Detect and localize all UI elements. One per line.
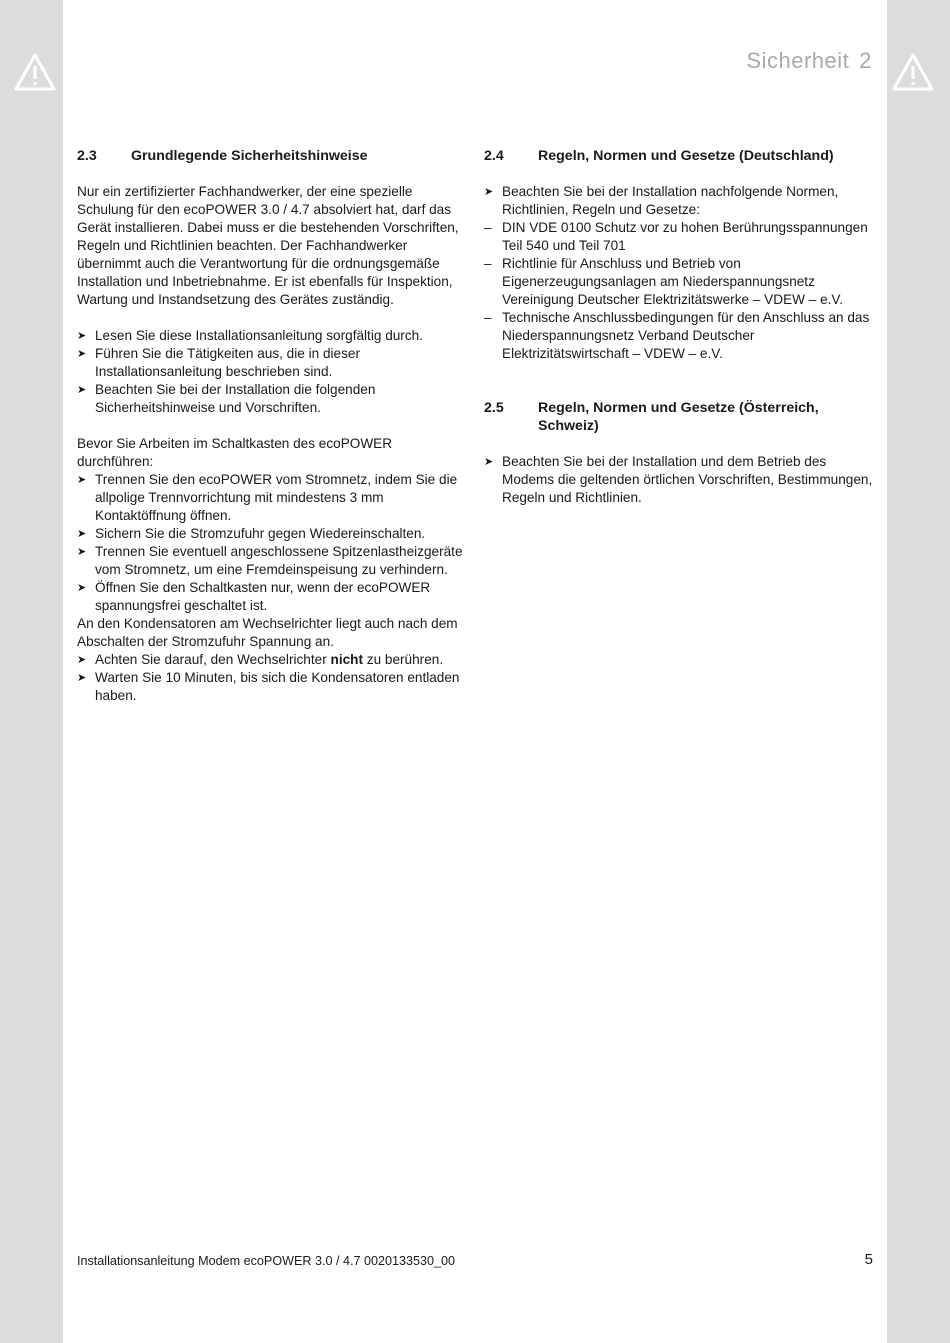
- section-title: Regeln, Normen und Gesetze (Österreich, Schweiz): [538, 400, 819, 434]
- warning-triangle-icon: [13, 52, 57, 92]
- list-item: ➤ Warten Sie 10 Minuten, bis sich die Kondensatoren entladen haben.: [77, 670, 460, 703]
- arrow-bullet-icon: ➤: [77, 330, 87, 342]
- list-item: ➤ Trennen Sie eventuell angeschlossene Spitzenlastheizgeräte vom Stromnetz, um eine Fremdeinspeisung zu verhindern.: [77, 544, 463, 577]
- arrow-bullet-icon: ➤: [77, 546, 87, 558]
- list-item: – Richtlinie für Anschluss und Betrieb von Eigenerzeugungsanlagen am Niederspannungsnetz Vereinigung Deutscher Elektrizitätswerke – VDEW – e.V.: [484, 256, 844, 307]
- section-number: 2.3: [77, 148, 97, 164]
- arrow-bullet-icon: ➤: [484, 186, 494, 198]
- arrow-bullet-icon: ➤: [77, 384, 87, 396]
- list-item: – Technische Anschlussbedingungen für den Anschluss an das Niederspannungsnetz Verband Deutscher Elektrizitätswirtschaft – VDEW – e.V.: [484, 310, 870, 361]
- chapter-header: [746, 48, 872, 74]
- norms-list-de: [484, 183, 876, 363]
- list-item: ➤ Beachten Sie bei der Installation nachfolgende Normen, Richtlinien, Regeln und Gesetze:: [484, 184, 839, 217]
- right-column: [484, 147, 876, 507]
- page-number: 5: [864, 1251, 873, 1268]
- instruction-list-1: [77, 327, 469, 417]
- footer-text: Installationsanleitung Modem ecoPOWER 3.0 / 4.7 0020133530_00: [77, 1254, 456, 1268]
- dash-bullet-icon: –: [484, 310, 492, 325]
- dash-bullet-icon: –: [484, 220, 492, 235]
- norms-list-at-ch: [484, 453, 876, 507]
- arrow-bullet-icon: ➤: [77, 654, 87, 666]
- section-title: Grundlegende Sicherheitshinweise: [131, 148, 368, 164]
- section-number: 2.5: [484, 400, 504, 416]
- arrow-bullet-icon: ➤: [77, 528, 87, 540]
- arrow-bullet-icon: ➤: [484, 456, 494, 468]
- list-item: ➤ Achten Sie darauf, den Wechselrichter nicht zu berühren.: [77, 652, 444, 667]
- capacitor-note: An den Kondensatoren am Wechselrichter liegt auch nach dem Abschalten der Stromzufuhr Spannung an.: [77, 616, 458, 649]
- list-item: ➤ Lesen Sie diese Installationsanleitung sorgfältig durch.: [77, 328, 423, 343]
- list-item: ➤ Beachten Sie bei der Installation und dem Betrieb des Modems die geltenden örtlichen Vorschriften, Bestimmungen, Regeln und Richtlinien.: [484, 454, 873, 505]
- list-item: ➤ Führen Sie die Tätigkeiten aus, die in dieser Installationsanleitung beschrieben sind.: [77, 346, 360, 379]
- warning-triangle-icon: [891, 52, 935, 92]
- dash-bullet-icon: –: [484, 256, 492, 271]
- before-work-paragraph: Bevor Sie Arbeiten im Schaltkasten des ecoPOWER durchführen:: [77, 436, 393, 469]
- instruction-list-2: [77, 471, 469, 615]
- intro-paragraph: Nur ein zertifizierter Fachhandwerker, der eine spezielle Schulung für den ecoPOWER 3.0 / 4.7 absolviert hat, darf das Gerät installieren. Dabei muss er die bestehenden Vorschriften, Regeln und Richtlinien beachten. Der Fachhandwerker übernimmt auch die Verantwortung für die ordnungsgemäße Installation und Inbetriebnahme. Er ist ebenfalls für Inspektion, Wartung und Instandsetzung des Gerätes zuständig.: [77, 184, 459, 307]
- section-title: Regeln, Normen und Gesetze (Deutschland): [538, 148, 834, 164]
- emphasis-text: nicht: [330, 652, 363, 667]
- arrow-bullet-icon: ➤: [77, 672, 87, 684]
- instruction-list-3: [77, 651, 469, 705]
- arrow-bullet-icon: ➤: [77, 348, 87, 360]
- list-item: – DIN VDE 0100 Schutz vor zu hohen Berührungsspannungen Teil 540 und Teil 701: [484, 220, 868, 253]
- arrow-bullet-icon: ➤: [77, 474, 87, 486]
- list-item: ➤ Beachten Sie bei der Installation die folgenden Sicherheitshinweise und Vorschriften.: [77, 382, 376, 415]
- list-item: ➤ Trennen Sie den ecoPOWER vom Stromnetz, indem Sie die allpolige Trennvorrichtung mit mindestens 3 mm Kontaktöffnung öffnen.: [77, 472, 458, 523]
- chapter-title: Sicherheit: [746, 48, 850, 73]
- list-item: ➤ Öffnen Sie den Schaltkasten nur, wenn der ecoPOWER spannungsfrei geschaltet ist.: [77, 580, 431, 613]
- section-heading-2-5: [484, 399, 876, 435]
- chapter-number: 2: [859, 48, 872, 73]
- section-heading-2-4: [484, 147, 876, 165]
- left-column: [77, 147, 469, 705]
- arrow-bullet-icon: ➤: [77, 582, 87, 594]
- section-number: 2.4: [484, 148, 504, 164]
- section-heading-2-3: [77, 147, 469, 165]
- list-item: ➤ Sichern Sie die Stromzufuhr gegen Wiedereinschalten.: [77, 526, 426, 541]
